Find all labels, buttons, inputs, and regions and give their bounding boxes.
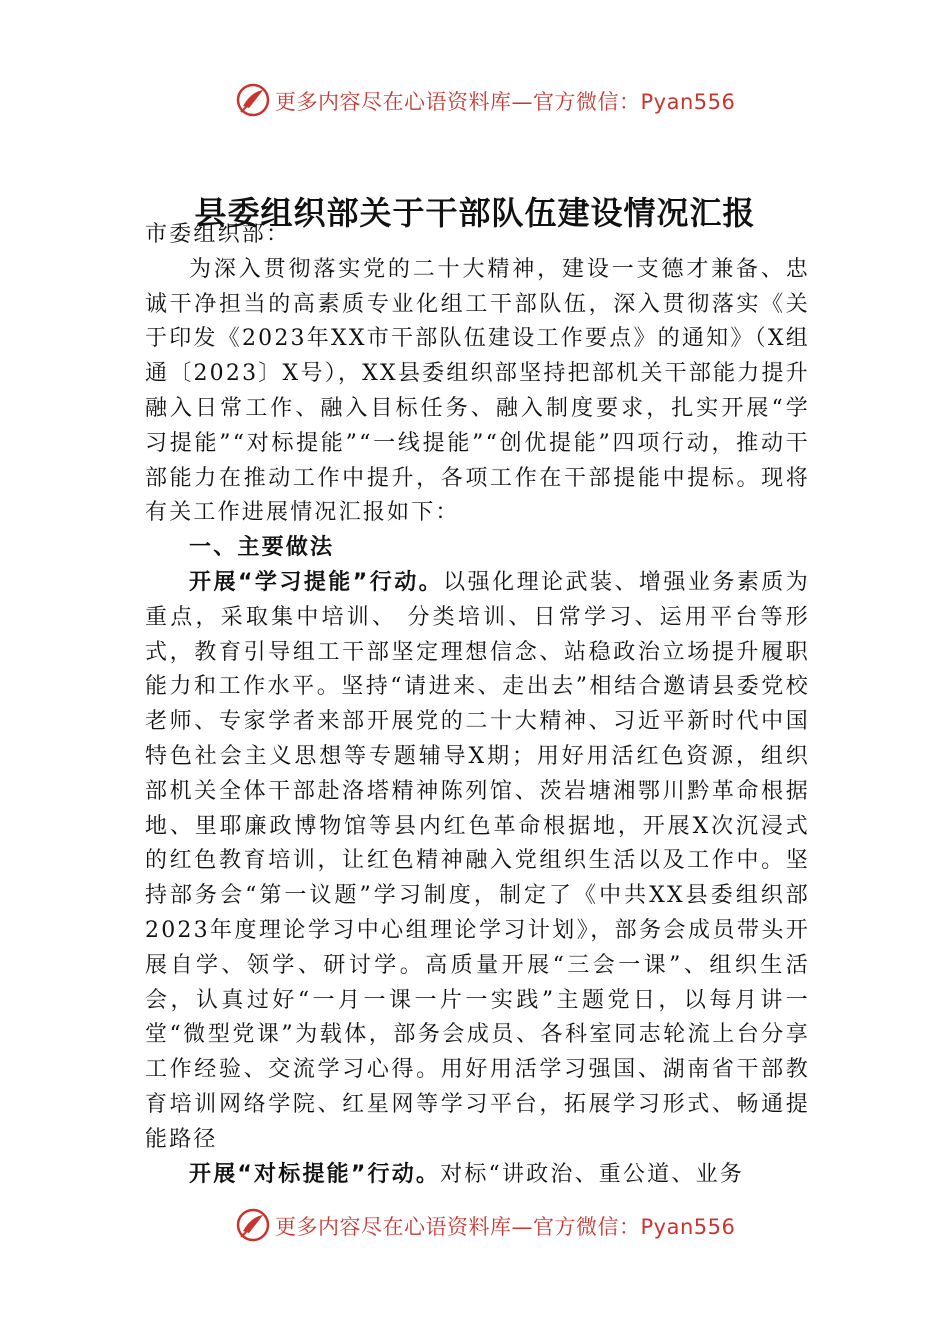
paragraph-body: 对标“讲政治、重公道、业务 — [440, 1161, 744, 1187]
document-title: 县委组织部关于干部队伍建设情况汇报 — [194, 194, 756, 232]
paragraph-lead: 开展“学习提能”行动。 — [189, 569, 444, 595]
watermark-banner-top — [0, 80, 950, 120]
watermark-text: 更多内容尽在心语资料库—官方微信：Pyan556 — [275, 90, 736, 114]
paragraph-body: 以强化理论武装、增强业务素质为重点，采取集中培训、 分类培训、日常学习、运用平台等形式，教育引导组工干部坚定理想信念、站稳政治立场提升履职能力和工作水平。坚持“请进来、走出去”相结合邀请县委党校老师、专家学者来部开展党的二十大精神、习近平新时代中国特色社会主义思想等专题辅导X期；用好用活红色资源，组织部机关全体干部赴洛塔精神陈列馆、茨岩塘湘鄂川黔革命根据地、里耶廉政博物馆等县内红色革命根据地，开展X次沉浸式的红色教育培训，让红色精神融入党组织生活以及工作中。坚持部务会“第一议题”学习制度，制定了《中共XX县委组织部2023年度理论学习中心组理论学习计划》，部务会成员带头开展自学、领学、研讨学。高质量开展“三会一课”、组织生活会，认真过好“一月一课一片一实践”主题党日，以每月讲一堂“微型党课”为载体，部务会成员、各科室同志轮流上台分享工作经验、交流学习心得。用好用活学习强国、湖南省干部教育培训网络学院、红星网等学习平台，拓展学习形式、畅通提能路径 — [145, 569, 810, 1152]
document-body — [145, 218, 810, 1192]
watermark-banner-bottom — [0, 1205, 950, 1245]
intro-paragraph: 为深入贯彻落实党的二十大精神，建设一支德才兼备、忠诚干净担当的高素质专业化组工干部队伍，深入贯彻落实《关于印发《2023年XX市干部队伍建设工作要点》的通知》（X组通〔2023〕X号），XX县委组织部坚持把部机关干部能力提升融入日常工作、融入目标任务、融入制度要求，扎实开展“学习提能”“对标提能”“一线提能”“创优提能”四项行动，推动干部能力在推动工作中提升，各项工作在干部提能中提标。现将有关工作进展情况汇报如下： — [145, 256, 810, 526]
paragraph-learning-action — [145, 566, 810, 1158]
section-heading: 一、主要做法 — [189, 535, 335, 561]
logo-pen-icon — [235, 82, 271, 118]
paragraph-benchmark-action — [145, 1158, 810, 1193]
watermark-text: 更多内容尽在心语资料库—官方微信：Pyan556 — [275, 1215, 736, 1239]
logo-pen-icon — [235, 1207, 271, 1243]
paragraph-lead: 开展“对标提能”行动。 — [189, 1161, 441, 1187]
salutation: 市委组织部： — [145, 222, 291, 247]
